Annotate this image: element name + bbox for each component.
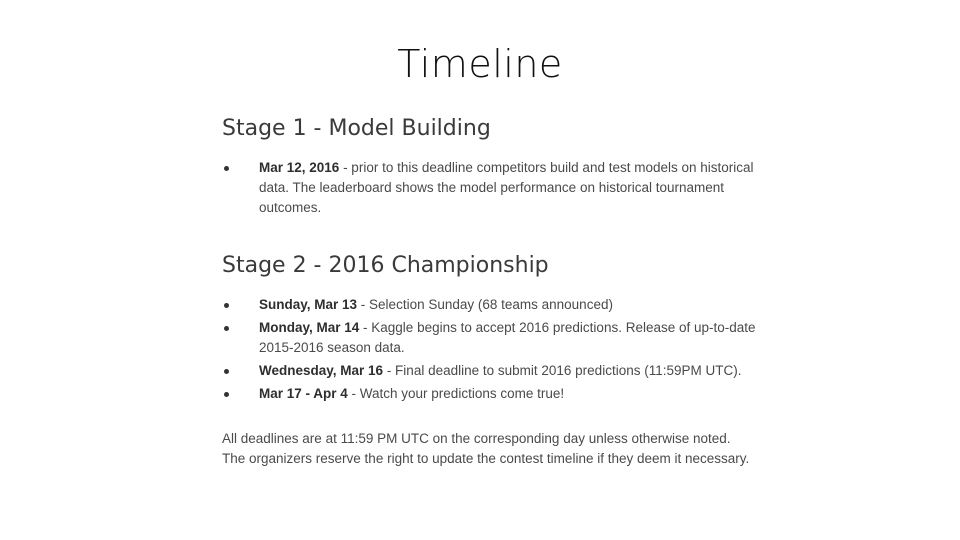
stage-1-list: [222, 158, 762, 218]
bullet-icon: [224, 166, 229, 171]
slide-title: Timeline: [397, 42, 563, 86]
bullet-icon: [224, 369, 229, 374]
deadline-note: All deadlines are at 11:59 PM UTC on the corresponding day unless otherwise noted. The organizers reserve the right to update the contest timeline if they deem it necessary.: [222, 431, 750, 466]
bullet-icon: [224, 392, 229, 397]
item-date: Sunday, Mar 13: [259, 297, 358, 312]
list-item: [222, 361, 762, 381]
item-date: Wednesday, Mar 16: [259, 363, 384, 378]
item-text: - Kaggle begins to accept 2016 predictions. Release of up-to-date 2015-2016 season data.: [259, 320, 756, 355]
bullet-icon: [224, 326, 229, 331]
item-date: Mar 12, 2016: [259, 160, 340, 175]
item-text: - Final deadline to submit 2016 predictions (11:59PM UTC).: [383, 363, 742, 378]
item-text: - prior to this deadline competitors build and test models on historical data. The leaderboard shows the model performance on historical tournament outcomes.: [259, 160, 754, 215]
timeline-content: [222, 112, 762, 483]
item-text: - Selection Sunday (68 teams announced): [357, 297, 613, 312]
bullet-icon: [224, 303, 229, 308]
list-item: [222, 295, 762, 315]
item-date: Monday, Mar 14: [259, 320, 360, 335]
list-item: [222, 384, 762, 404]
list-item: [222, 158, 762, 218]
item-text: - Watch your predictions come true!: [347, 386, 565, 401]
item-date: Mar 17 - Apr 4: [259, 386, 348, 401]
stage-2-heading: Stage 2 - 2016 Championship: [222, 253, 549, 278]
list-item: [222, 318, 762, 358]
stage-2-list: [222, 295, 762, 404]
stage-1-heading: Stage 1 - Model Building: [222, 116, 491, 141]
